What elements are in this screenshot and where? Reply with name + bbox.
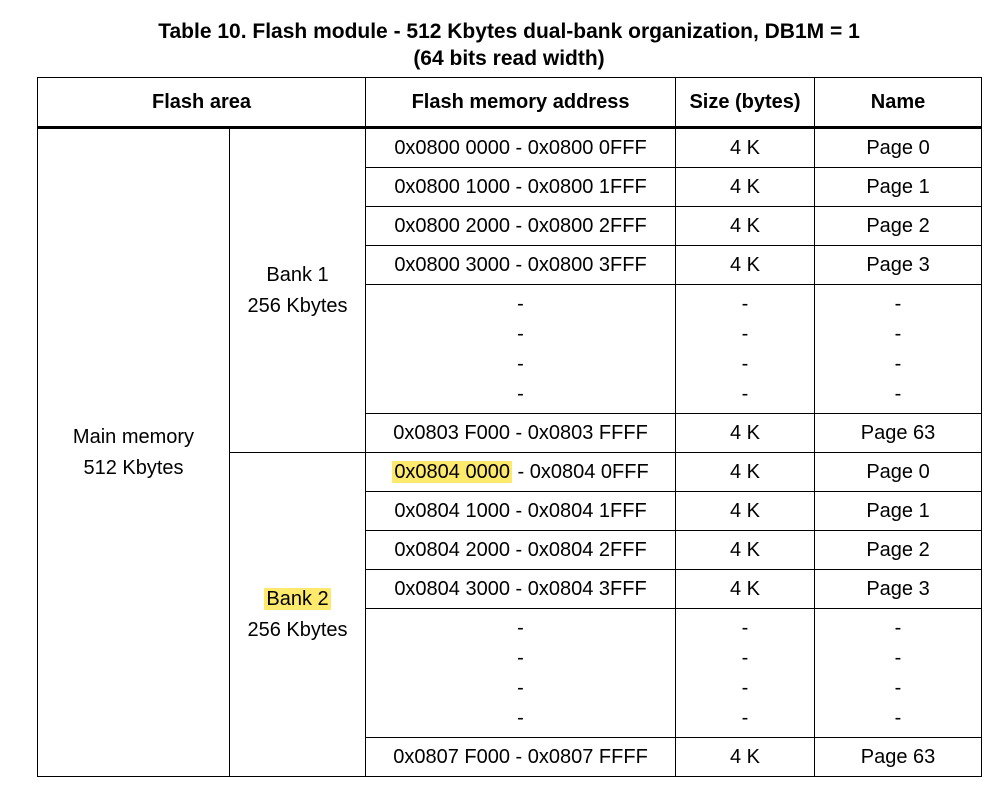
table-row [38, 128, 982, 168]
size-cell: 4 K [676, 570, 815, 609]
header-flash-area: Flash area [38, 78, 366, 128]
ellipsis-mark: - [517, 323, 524, 345]
ellipsis-mark: - [741, 677, 749, 699]
caption-subtitle: (64 bits read width) [413, 47, 605, 70]
size-cell: 4 K [676, 414, 815, 453]
address-rest: - 0x0804 0FFF [511, 461, 649, 483]
ellipsis-mark: - [894, 707, 902, 729]
table-caption [0, 18, 999, 72]
size-cell: 4 K [676, 128, 815, 168]
ellipsis-mark: - [517, 677, 524, 699]
bank1-size: 256 Kbytes [247, 294, 348, 317]
bank2-cell [230, 453, 366, 777]
ellipsis-mark: - [517, 617, 524, 639]
size-cell: 4 K [676, 207, 815, 246]
ellipsis-mark: - [894, 677, 902, 699]
ellipsis-size-cell [676, 609, 815, 738]
size-cell: 4 K [676, 168, 815, 207]
ellipsis-mark: - [517, 353, 524, 375]
ellipsis-mark: - [894, 647, 902, 669]
address-cell: 0x0804 1000 - 0x0804 1FFF [366, 492, 676, 531]
flash-organization-table [37, 77, 982, 777]
ellipsis-mark: - [741, 647, 749, 669]
page-name-cell: Page 2 [815, 531, 982, 570]
address-cell: 0x0803 F000 - 0x0803 FFFF [366, 414, 676, 453]
ellipsis-name-cell [815, 609, 982, 738]
page-name-cell: Page 1 [815, 492, 982, 531]
caption-title: Table 10. Flash module - 512 Kbytes dual-bank organization, DB1M = 1 [158, 20, 860, 43]
main-memory-cell [38, 128, 230, 777]
header-name: Name [815, 78, 982, 128]
page-name-cell: Page 2 [815, 207, 982, 246]
ellipsis-address-cell [366, 285, 676, 414]
ellipsis-mark: - [517, 707, 524, 729]
ellipsis-mark: - [741, 323, 749, 345]
bank1-cell [230, 128, 366, 453]
address-cell: 0x0800 2000 - 0x0800 2FFF [366, 207, 676, 246]
ellipsis-mark: - [741, 707, 749, 729]
size-cell: 4 K [676, 453, 815, 492]
ellipsis-mark: - [741, 383, 749, 405]
page-name-cell: Page 1 [815, 168, 982, 207]
bank1-label: Bank 1 [266, 263, 329, 286]
ellipsis-size-cell [676, 285, 815, 414]
address-cell: 0x0804 2000 - 0x0804 2FFF [366, 531, 676, 570]
page-name-cell: Page 0 [815, 128, 982, 168]
address-cell: 0x0800 3000 - 0x0800 3FFF [366, 246, 676, 285]
header-address: Flash memory address [366, 78, 676, 128]
ellipsis-mark: - [894, 353, 902, 375]
address-cell: 0x0800 1000 - 0x0800 1FFF [366, 168, 676, 207]
header-size: Size (bytes) [676, 78, 815, 128]
size-cell: 4 K [676, 492, 815, 531]
page-name-cell: Page 63 [815, 738, 982, 777]
ellipsis-name-cell [815, 285, 982, 414]
page-name-cell: Page 3 [815, 246, 982, 285]
size-cell: 4 K [676, 246, 815, 285]
ellipsis-mark: - [741, 353, 749, 375]
main-memory-label: Main memory [72, 425, 195, 448]
ellipsis-mark: - [894, 383, 902, 405]
ellipsis-mark: - [517, 293, 524, 315]
address-cell [366, 453, 676, 492]
ellipsis-mark: - [741, 617, 749, 639]
ellipsis-address-cell [366, 609, 676, 738]
table-header-row [38, 78, 982, 128]
bank2-size: 256 Kbytes [247, 618, 348, 641]
address-cell: 0x0807 F000 - 0x0807 FFFF [366, 738, 676, 777]
ellipsis-mark: - [894, 293, 902, 315]
ellipsis-mark: - [894, 323, 902, 345]
bank2-label: Bank 2 [266, 587, 329, 610]
ellipsis-mark: - [517, 383, 524, 405]
page-name-cell: Page 63 [815, 414, 982, 453]
ellipsis-mark: - [894, 617, 902, 639]
page-name-cell: Page 0 [815, 453, 982, 492]
page-name-cell: Page 3 [815, 570, 982, 609]
address-cell: 0x0804 3000 - 0x0804 3FFF [366, 570, 676, 609]
ellipsis-mark: - [741, 293, 749, 315]
size-cell: 4 K [676, 531, 815, 570]
ellipsis-mark: - [517, 647, 524, 669]
main-memory-size: 512 Kbytes [83, 456, 184, 479]
size-cell: 4 K [676, 738, 815, 777]
address-cell: 0x0800 0000 - 0x0800 0FFF [366, 128, 676, 168]
highlighted-address-start: 0x0804 0000 [394, 461, 510, 483]
